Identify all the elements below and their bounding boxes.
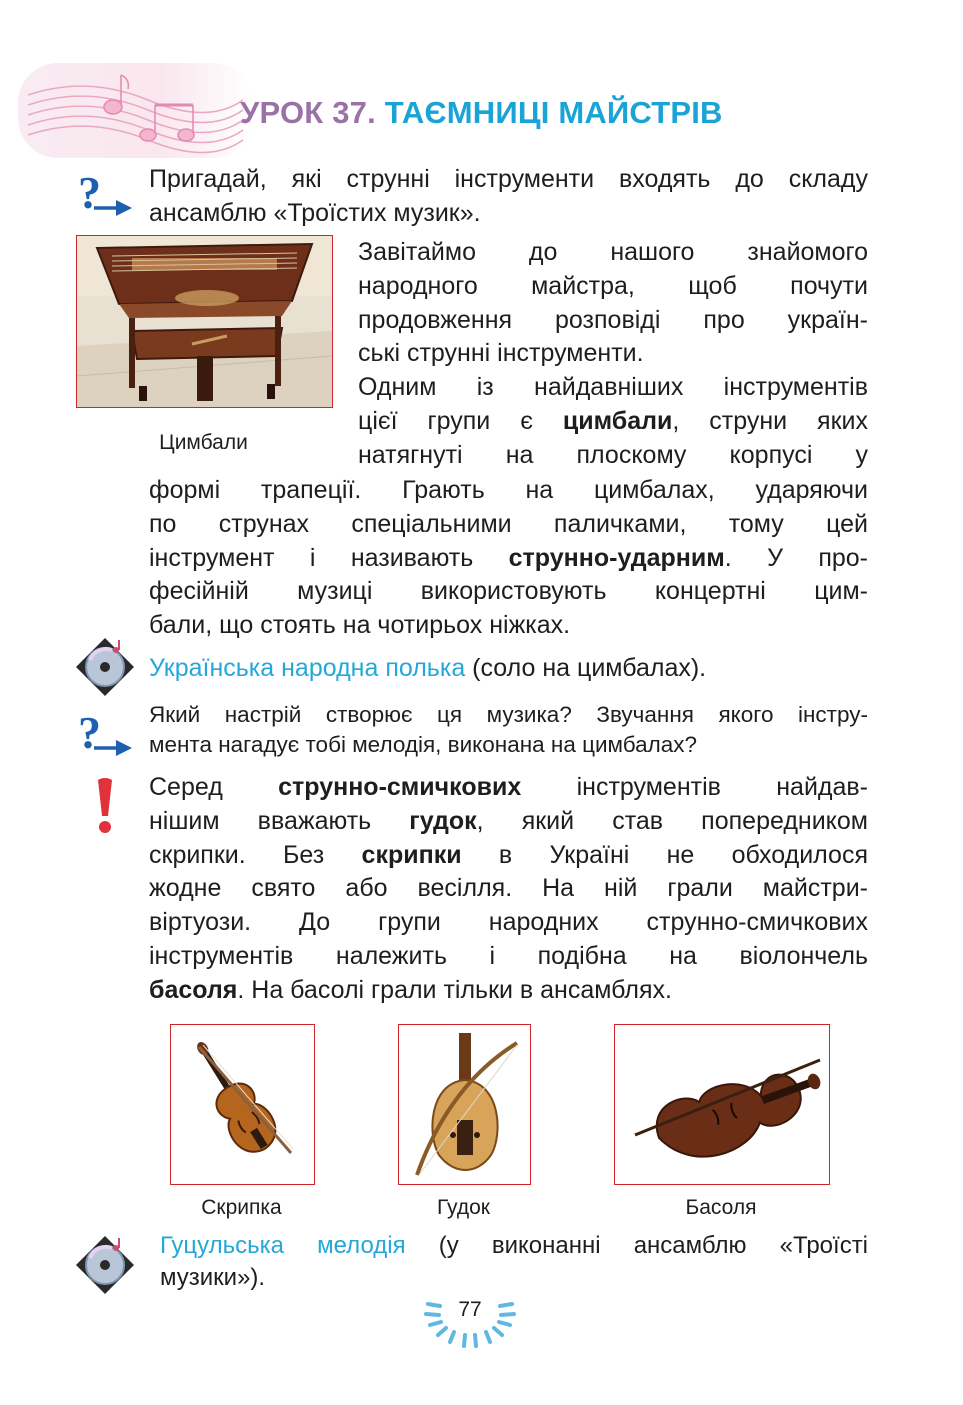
important-line: віртуози. До групи народних струнно-смичкових [149, 908, 868, 937]
intro-text-right [358, 236, 868, 473]
basolia-photo [614, 1024, 830, 1185]
intro-line: бали, що стоять на чотирьох ніжках. [149, 611, 571, 640]
intro-line: Одним із найдавніших інструментів [358, 373, 868, 402]
violin-caption: Скрипка [201, 1196, 282, 1219]
cymbals-photo [76, 235, 333, 408]
page-number: 77 [458, 1298, 482, 1321]
intro-text-full [149, 474, 868, 643]
important-line: інструментів належить і подібна на віолончель [149, 941, 868, 970]
listen-1-note: (соло на цимбалах). [465, 654, 707, 682]
listen-2-title[interactable]: Гуцульська мелодія [160, 1232, 406, 1259]
cd-disc-icon [74, 636, 136, 698]
question-2-line: Який настрій створює ця музика? Звучання якого інстру- [149, 702, 868, 727]
intro-line: натягнуті на плоскому корпусі у [358, 440, 868, 469]
hudok-photo [398, 1024, 531, 1185]
question-2-line: мента нагадує тобі мелодія, виконана на цимбалах? [149, 731, 698, 757]
important-line: басоля. На басолі грали тільки в ансамблях. [149, 975, 672, 1004]
intro-line: інструмент і називають струнно-ударним. У про- [149, 543, 868, 572]
intro-line: формі трапеції. Грають на цимбалах, ударяючи [149, 476, 868, 504]
question-1 [149, 163, 868, 231]
intro-line: фесійній музиці використовують концертні цим- [149, 577, 868, 606]
intro-line: народного майстра, щоб почути [358, 271, 868, 300]
violin-photo [170, 1024, 315, 1185]
lesson-number: УРОК 37. [240, 95, 376, 130]
question-1-line: ансамблю «Троїстих музик». [149, 198, 481, 227]
intro-line: по струнах спеціальними паличками, тому цей [149, 509, 868, 538]
question-arrow-icon [76, 168, 136, 222]
listen-2-line: Гуцульська мелодія (у виконанні ансамблю «Троїсті [160, 1232, 869, 1259]
lesson-title [240, 95, 723, 131]
listen-2 [160, 1230, 868, 1294]
basolia-caption: Басоля [685, 1196, 757, 1219]
intro-line: продовження розповіді про україн- [358, 305, 868, 334]
svg-text:?: ? [78, 708, 101, 758]
intro-line: Завітаймо до нашого знайомого [358, 238, 868, 266]
music-notes-wave-icon [18, 55, 253, 165]
intro-line: ські струнні інструменти. [358, 339, 644, 368]
exclamation-icon [92, 776, 118, 836]
important-line: Серед струнно-смичкових інструментів найдав- [149, 773, 868, 801]
question-arrow-icon [76, 708, 136, 762]
question-2 [149, 700, 868, 759]
svg-text:?: ? [78, 168, 101, 218]
question-1-line: Пригадай, які струнні інструменти входять до складу [149, 165, 868, 193]
lesson-name: ТАЄМНИЦІ МАЙСТРІВ [384, 95, 723, 130]
important-line: жодне свято або весілля. На ній грали майстри- [149, 874, 868, 903]
listen-1 [149, 652, 868, 686]
hudok-caption: Гудок [437, 1196, 490, 1219]
cymbals-caption: Цимбали [159, 431, 248, 454]
important-line: нішим вважають гудок, який став попередником [149, 806, 868, 835]
listen-1-title[interactable]: Українська народна полька [149, 654, 466, 682]
listen-2-line: музики»). [160, 1264, 266, 1291]
important-text [149, 771, 868, 1008]
intro-line: цієї групи є цимбали, струни яких [358, 406, 868, 435]
cd-disc-icon [74, 1234, 136, 1296]
important-line: скрипки. Без скрипки в Україні не обходилося [149, 840, 868, 869]
